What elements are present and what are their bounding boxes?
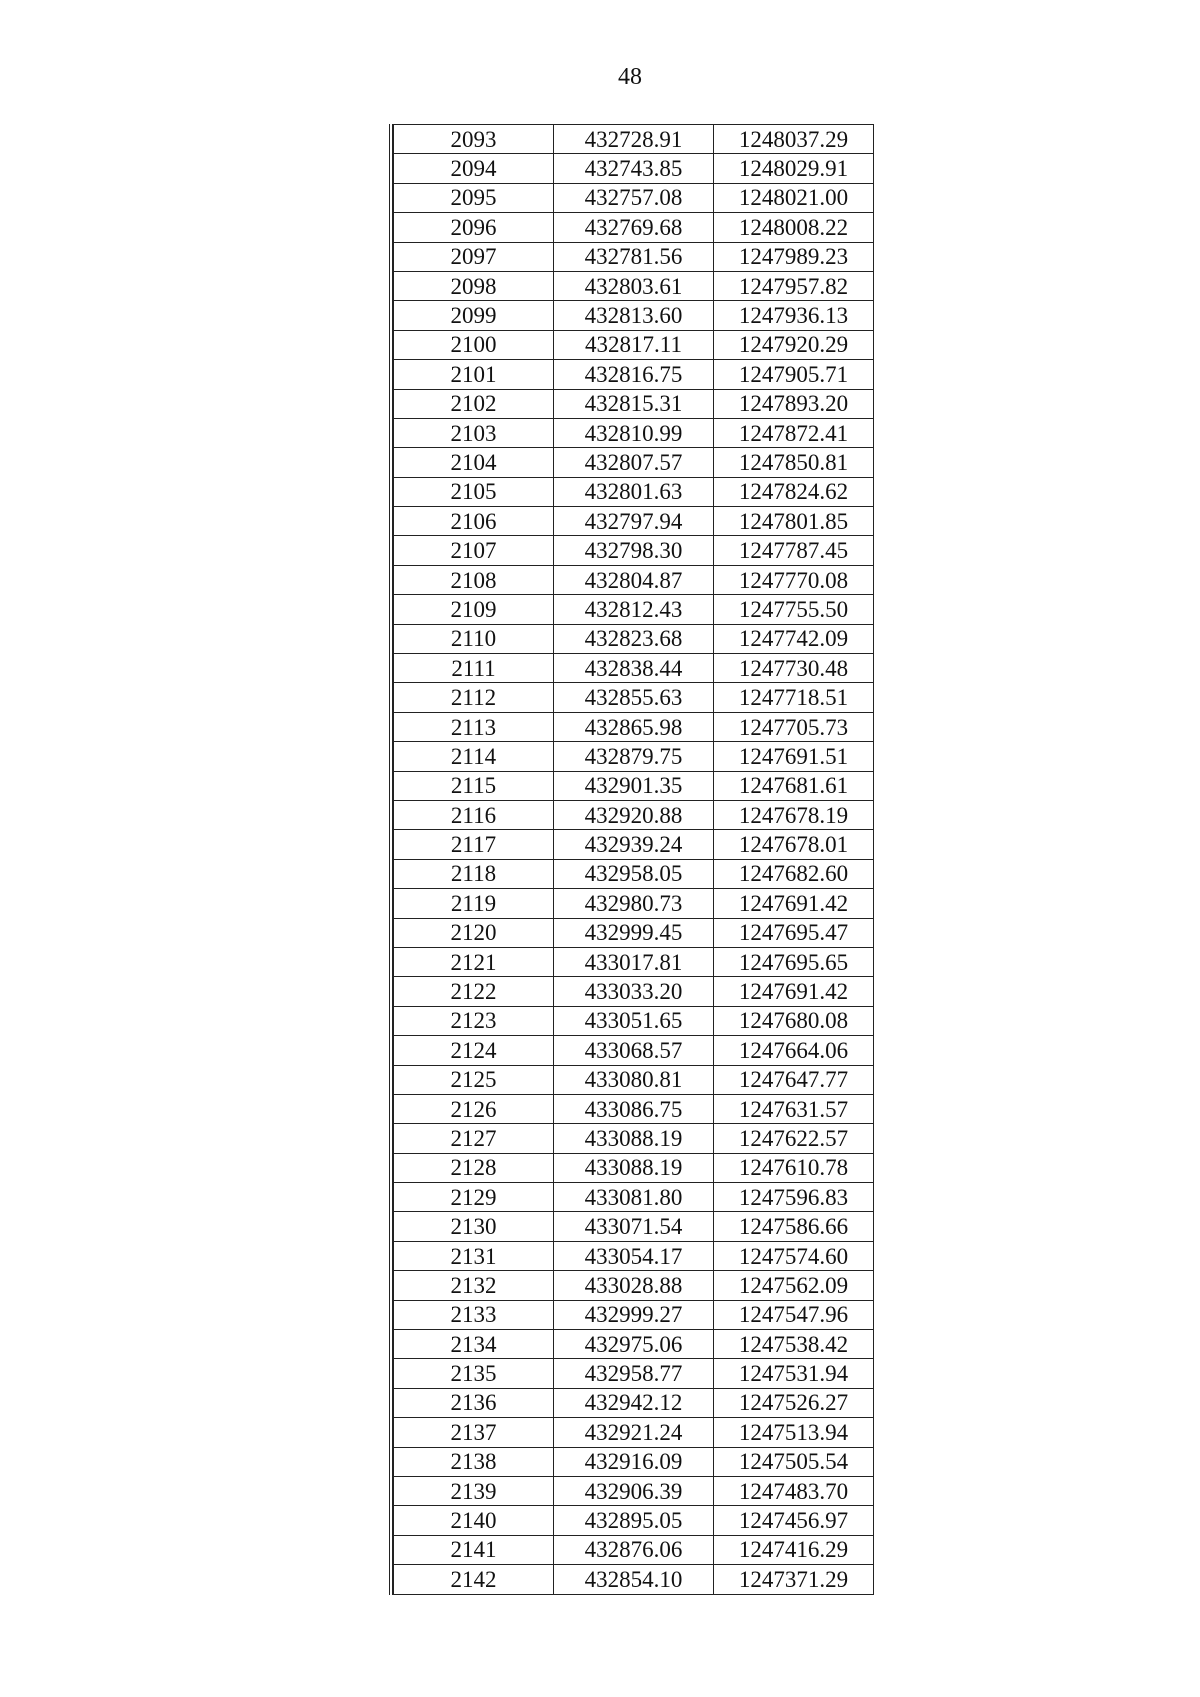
x-coordinate-cell: 432815.31 <box>554 389 714 418</box>
table-row <box>394 1506 874 1535</box>
y-coordinate-cell: 1247770.08 <box>714 565 874 594</box>
table-row <box>394 595 874 624</box>
x-coordinate-cell: 432901.35 <box>554 771 714 800</box>
point-number-cell: 2108 <box>394 565 554 594</box>
x-coordinate-cell: 432855.63 <box>554 683 714 712</box>
y-coordinate-cell: 1247681.61 <box>714 771 874 800</box>
y-coordinate-cell: 1247574.60 <box>714 1241 874 1270</box>
y-coordinate-cell: 1247483.70 <box>714 1476 874 1505</box>
coordinates-table-container <box>389 124 874 1595</box>
table-row <box>394 889 874 918</box>
point-number-cell: 2096 <box>394 213 554 242</box>
x-coordinate-cell: 432999.45 <box>554 918 714 947</box>
point-number-cell: 2124 <box>394 1036 554 1065</box>
table-row <box>394 183 874 212</box>
point-number-cell: 2133 <box>394 1300 554 1329</box>
y-coordinate-cell: 1247691.51 <box>714 742 874 771</box>
point-number-cell: 2099 <box>394 301 554 330</box>
point-number-cell: 2102 <box>394 389 554 418</box>
y-coordinate-cell: 1247691.42 <box>714 889 874 918</box>
table-row <box>394 624 874 653</box>
table-row <box>394 1241 874 1270</box>
x-coordinate-cell: 432999.27 <box>554 1300 714 1329</box>
y-coordinate-cell: 1247905.71 <box>714 360 874 389</box>
point-number-cell: 2105 <box>394 477 554 506</box>
point-number-cell: 2138 <box>394 1447 554 1476</box>
x-coordinate-cell: 433017.81 <box>554 947 714 976</box>
point-number-cell: 2120 <box>394 918 554 947</box>
table-row <box>394 125 874 154</box>
y-coordinate-cell: 1247755.50 <box>714 595 874 624</box>
point-number-cell: 2132 <box>394 1271 554 1300</box>
point-number-cell: 2126 <box>394 1094 554 1123</box>
y-coordinate-cell: 1247718.51 <box>714 683 874 712</box>
x-coordinate-cell: 432807.57 <box>554 448 714 477</box>
point-number-cell: 2136 <box>394 1388 554 1417</box>
point-number-cell: 2113 <box>394 712 554 741</box>
x-coordinate-cell: 432813.60 <box>554 301 714 330</box>
table-row <box>394 1330 874 1359</box>
x-coordinate-cell: 433080.81 <box>554 1065 714 1094</box>
y-coordinate-cell: 1247801.85 <box>714 507 874 536</box>
x-coordinate-cell: 433051.65 <box>554 1006 714 1035</box>
point-number-cell: 2109 <box>394 595 554 624</box>
point-number-cell: 2111 <box>394 654 554 683</box>
point-number-cell: 2107 <box>394 536 554 565</box>
table-row <box>394 830 874 859</box>
y-coordinate-cell: 1247824.62 <box>714 477 874 506</box>
point-number-cell: 2123 <box>394 1006 554 1035</box>
x-coordinate-cell: 432757.08 <box>554 183 714 212</box>
point-number-cell: 2140 <box>394 1506 554 1535</box>
x-coordinate-cell: 432958.77 <box>554 1359 714 1388</box>
table-row <box>394 1447 874 1476</box>
x-coordinate-cell: 432816.75 <box>554 360 714 389</box>
x-coordinate-cell: 433086.75 <box>554 1094 714 1123</box>
x-coordinate-cell: 432798.30 <box>554 536 714 565</box>
x-coordinate-cell: 432895.05 <box>554 1506 714 1535</box>
point-number-cell: 2115 <box>394 771 554 800</box>
table-row <box>394 1065 874 1094</box>
point-number-cell: 2095 <box>394 183 554 212</box>
y-coordinate-cell: 1247678.01 <box>714 830 874 859</box>
point-number-cell: 2110 <box>394 624 554 653</box>
point-number-cell: 2104 <box>394 448 554 477</box>
x-coordinate-cell: 432812.43 <box>554 595 714 624</box>
y-coordinate-cell: 1247850.81 <box>714 448 874 477</box>
x-coordinate-cell: 433088.19 <box>554 1153 714 1182</box>
point-number-cell: 2127 <box>394 1124 554 1153</box>
point-number-cell: 2128 <box>394 1153 554 1182</box>
point-number-cell: 2116 <box>394 800 554 829</box>
x-coordinate-cell: 432920.88 <box>554 800 714 829</box>
x-coordinate-cell: 433033.20 <box>554 977 714 1006</box>
table-row <box>394 418 874 447</box>
y-coordinate-cell: 1247705.73 <box>714 712 874 741</box>
x-coordinate-cell: 432942.12 <box>554 1388 714 1417</box>
x-coordinate-cell: 433028.88 <box>554 1271 714 1300</box>
y-coordinate-cell: 1247680.08 <box>714 1006 874 1035</box>
x-coordinate-cell: 432797.94 <box>554 507 714 536</box>
y-coordinate-cell: 1247596.83 <box>714 1183 874 1212</box>
y-coordinate-cell: 1247872.41 <box>714 418 874 447</box>
y-coordinate-cell: 1247893.20 <box>714 389 874 418</box>
y-coordinate-cell: 1247610.78 <box>714 1153 874 1182</box>
point-number-cell: 2098 <box>394 271 554 300</box>
y-coordinate-cell: 1247678.19 <box>714 800 874 829</box>
y-coordinate-cell: 1247513.94 <box>714 1418 874 1447</box>
table-row <box>394 977 874 1006</box>
point-number-cell: 2135 <box>394 1359 554 1388</box>
point-number-cell: 2118 <box>394 859 554 888</box>
coordinates-table-body <box>394 125 874 1595</box>
y-coordinate-cell: 1247547.96 <box>714 1300 874 1329</box>
y-coordinate-cell: 1247742.09 <box>714 624 874 653</box>
x-coordinate-cell: 432958.05 <box>554 859 714 888</box>
y-coordinate-cell: 1247456.97 <box>714 1506 874 1535</box>
table-row <box>394 565 874 594</box>
table-row <box>394 918 874 947</box>
y-coordinate-cell: 1247664.06 <box>714 1036 874 1065</box>
y-coordinate-cell: 1247526.27 <box>714 1388 874 1417</box>
y-coordinate-cell: 1247730.48 <box>714 654 874 683</box>
point-number-cell: 2097 <box>394 242 554 271</box>
table-row <box>394 1271 874 1300</box>
table-row <box>394 507 874 536</box>
x-coordinate-cell: 432854.10 <box>554 1565 714 1594</box>
table-row <box>394 536 874 565</box>
x-coordinate-cell: 432939.24 <box>554 830 714 859</box>
table-row <box>394 213 874 242</box>
y-coordinate-cell: 1247695.47 <box>714 918 874 947</box>
table-row <box>394 1418 874 1447</box>
x-coordinate-cell: 432975.06 <box>554 1330 714 1359</box>
x-coordinate-cell: 432803.61 <box>554 271 714 300</box>
point-number-cell: 2142 <box>394 1565 554 1594</box>
x-coordinate-cell: 432769.68 <box>554 213 714 242</box>
point-number-cell: 2125 <box>394 1065 554 1094</box>
x-coordinate-cell: 433088.19 <box>554 1124 714 1153</box>
y-coordinate-cell: 1248008.22 <box>714 213 874 242</box>
y-coordinate-cell: 1248037.29 <box>714 125 874 154</box>
x-coordinate-cell: 433071.54 <box>554 1212 714 1241</box>
y-coordinate-cell: 1247631.57 <box>714 1094 874 1123</box>
table-row <box>394 947 874 976</box>
point-number-cell: 2119 <box>394 889 554 918</box>
x-coordinate-cell: 432865.98 <box>554 712 714 741</box>
x-coordinate-cell: 432838.44 <box>554 654 714 683</box>
point-number-cell: 2106 <box>394 507 554 536</box>
x-coordinate-cell: 433068.57 <box>554 1036 714 1065</box>
point-number-cell: 2103 <box>394 418 554 447</box>
table-row <box>394 1036 874 1065</box>
point-number-cell: 2122 <box>394 977 554 1006</box>
table-row <box>394 271 874 300</box>
x-coordinate-cell: 433054.17 <box>554 1241 714 1270</box>
y-coordinate-cell: 1247957.82 <box>714 271 874 300</box>
y-coordinate-cell: 1247787.45 <box>714 536 874 565</box>
table-row <box>394 301 874 330</box>
table-row <box>394 448 874 477</box>
point-number-cell: 2121 <box>394 947 554 976</box>
table-row <box>394 859 874 888</box>
point-number-cell: 2139 <box>394 1476 554 1505</box>
point-number-cell: 2114 <box>394 742 554 771</box>
x-coordinate-cell: 432906.39 <box>554 1476 714 1505</box>
table-row <box>394 330 874 359</box>
point-number-cell: 2129 <box>394 1183 554 1212</box>
table-row <box>394 1153 874 1182</box>
point-number-cell: 2100 <box>394 330 554 359</box>
table-row <box>394 771 874 800</box>
table-row <box>394 1565 874 1594</box>
y-coordinate-cell: 1247622.57 <box>714 1124 874 1153</box>
point-number-cell: 2137 <box>394 1418 554 1447</box>
x-coordinate-cell: 432728.91 <box>554 125 714 154</box>
x-coordinate-cell: 432743.85 <box>554 154 714 183</box>
y-coordinate-cell: 1247416.29 <box>714 1535 874 1564</box>
table-row <box>394 712 874 741</box>
y-coordinate-cell: 1248021.00 <box>714 183 874 212</box>
point-number-cell: 2141 <box>394 1535 554 1564</box>
point-number-cell: 2117 <box>394 830 554 859</box>
point-number-cell: 2093 <box>394 125 554 154</box>
point-number-cell: 2130 <box>394 1212 554 1241</box>
table-row <box>394 1359 874 1388</box>
y-coordinate-cell: 1247695.65 <box>714 947 874 976</box>
y-coordinate-cell: 1247920.29 <box>714 330 874 359</box>
table-row <box>394 654 874 683</box>
point-number-cell: 2112 <box>394 683 554 712</box>
table-row <box>394 389 874 418</box>
x-coordinate-cell: 432921.24 <box>554 1418 714 1447</box>
table-row <box>394 1094 874 1123</box>
table-row <box>394 683 874 712</box>
y-coordinate-cell: 1247936.13 <box>714 301 874 330</box>
y-coordinate-cell: 1247691.42 <box>714 977 874 1006</box>
table-row <box>394 1535 874 1564</box>
point-number-cell: 2101 <box>394 360 554 389</box>
table-row <box>394 1183 874 1212</box>
y-coordinate-cell: 1247647.77 <box>714 1065 874 1094</box>
x-coordinate-cell: 432817.11 <box>554 330 714 359</box>
x-coordinate-cell: 432781.56 <box>554 242 714 271</box>
table-row <box>394 1212 874 1241</box>
table-row <box>394 800 874 829</box>
x-coordinate-cell: 432810.99 <box>554 418 714 447</box>
y-coordinate-cell: 1248029.91 <box>714 154 874 183</box>
y-coordinate-cell: 1247538.42 <box>714 1330 874 1359</box>
coordinates-table <box>393 124 874 1595</box>
x-coordinate-cell: 432823.68 <box>554 624 714 653</box>
y-coordinate-cell: 1247531.94 <box>714 1359 874 1388</box>
x-coordinate-cell: 433081.80 <box>554 1183 714 1212</box>
y-coordinate-cell: 1247371.29 <box>714 1565 874 1594</box>
x-coordinate-cell: 432876.06 <box>554 1535 714 1564</box>
y-coordinate-cell: 1247586.66 <box>714 1212 874 1241</box>
table-row <box>394 1124 874 1153</box>
x-coordinate-cell: 432879.75 <box>554 742 714 771</box>
x-coordinate-cell: 432804.87 <box>554 565 714 594</box>
y-coordinate-cell: 1247989.23 <box>714 242 874 271</box>
table-row <box>394 242 874 271</box>
point-number-cell: 2131 <box>394 1241 554 1270</box>
x-coordinate-cell: 432980.73 <box>554 889 714 918</box>
x-coordinate-cell: 432801.63 <box>554 477 714 506</box>
page-number: 48 <box>618 64 642 90</box>
point-number-cell: 2134 <box>394 1330 554 1359</box>
table-row <box>394 360 874 389</box>
table-row <box>394 742 874 771</box>
y-coordinate-cell: 1247505.54 <box>714 1447 874 1476</box>
point-number-cell: 2094 <box>394 154 554 183</box>
table-row <box>394 1476 874 1505</box>
y-coordinate-cell: 1247562.09 <box>714 1271 874 1300</box>
table-row <box>394 477 874 506</box>
table-row <box>394 154 874 183</box>
table-row <box>394 1006 874 1035</box>
x-coordinate-cell: 432916.09 <box>554 1447 714 1476</box>
table-row <box>394 1300 874 1329</box>
y-coordinate-cell: 1247682.60 <box>714 859 874 888</box>
table-row <box>394 1388 874 1417</box>
